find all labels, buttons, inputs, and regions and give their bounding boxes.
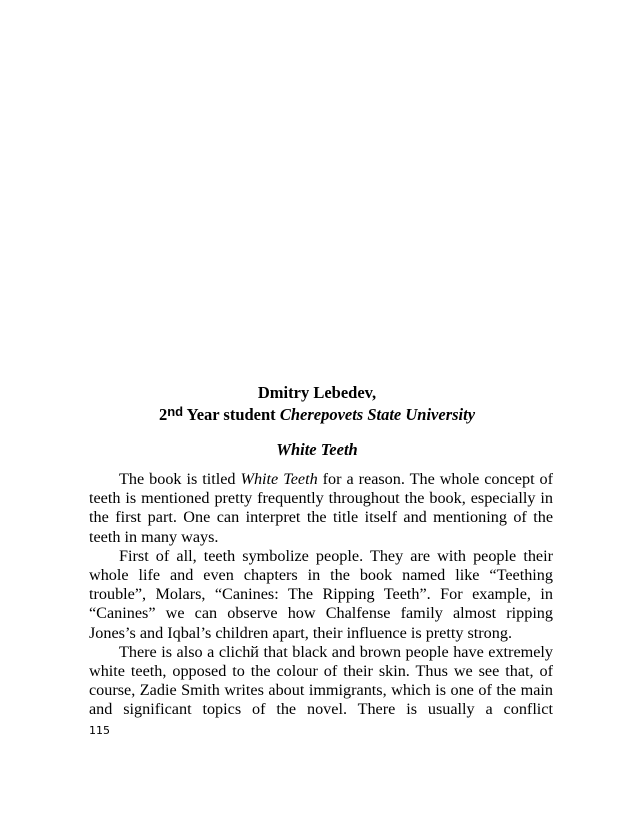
year-number: 2 [158,405,168,424]
article-title: White Teeth [276,440,358,459]
year-suffix: nd [167,404,184,419]
book-title-italic: White Teeth [240,470,318,488]
author-affiliation [0,404,634,426]
page-number: 115 [89,724,110,737]
paragraph-3: There is also a clichй that black and brown people have extremely white teeth, opposed to the colour of their skin. Thus we see that, of course, Zadie Smith writes about immigrants, which is one of the main and significant topics of the novel. There is usually a conflict [89,642,553,719]
year-text: Year student [183,405,280,424]
author-name: Dmitry Lebedev, [257,383,377,402]
article-body [89,470,553,720]
paragraph-1-start: The book is titled [119,470,241,488]
university-name: Cherepovets State University [279,405,476,424]
paragraph-1-end: for a reason. The whole concept of teeth is mentioned pretty frequently throughout the book, especially in the first part. One can interpret the title itself and mentioning of the teeth in many ways. [89,470,554,546]
paragraph-2: First of all, teeth symbolize people. They are with people their whole life and even chapters in the book named like “Teething trouble”, Molars, “Canines: The Ripping Teeth”. For example, in “Canines” we can observe how Chalfense family almost ripping Jones’s and Iqbal’s children apart, their influence is pretty strong. [89,546,553,642]
paragraph-1 [89,470,553,547]
